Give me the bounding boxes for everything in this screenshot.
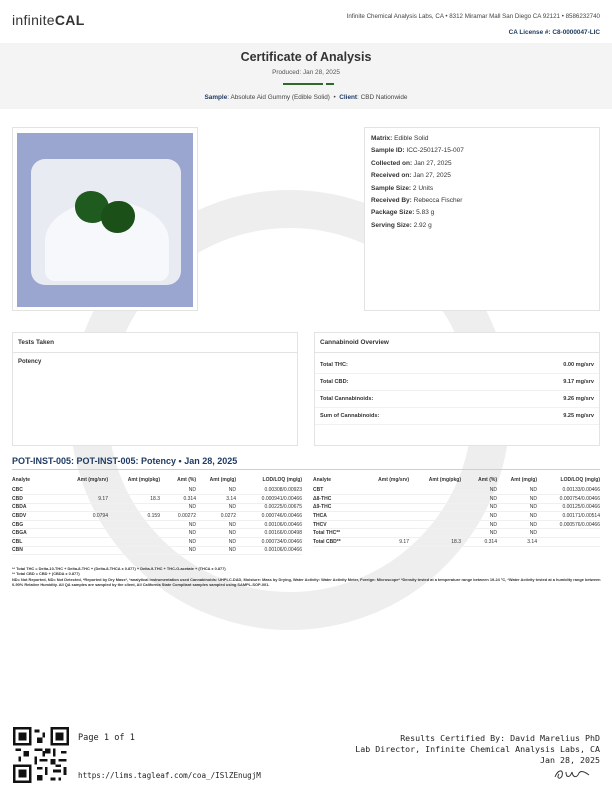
- table-cell: [56, 546, 108, 555]
- certified-by: Results Certified By: David Marelius PhD: [400, 733, 600, 743]
- table-row: [313, 520, 600, 529]
- table-row: [12, 529, 302, 538]
- table-cell: [108, 503, 160, 512]
- table-cell: ND: [461, 512, 497, 521]
- table-header-row: [313, 476, 600, 486]
- footnote: ** Total THC = Delta-10-THC + Delta-8-THC + (Delta-8-THCA x 0.877) + Delta-9-THC + THC-O-acetate + (THCA x 0.877): [12, 566, 226, 571]
- sample-info-panel: [364, 127, 600, 311]
- info-row: Received By: Rebecca Fischer: [371, 196, 463, 204]
- analyte-name: CBGA: [12, 529, 56, 538]
- table-cell: [357, 520, 409, 529]
- sample-value: : Absolute Aid Gummy (Edible Solid): [227, 94, 330, 101]
- column-header: Amt (mg/srv): [378, 476, 409, 483]
- analyte-name: Δ8-THC: [313, 495, 357, 504]
- table-cell: 0.314: [461, 538, 497, 547]
- table-row: [12, 546, 302, 555]
- table-cell: 9.17: [56, 495, 108, 504]
- certification-block: [355, 733, 600, 766]
- table-cell: 3.14: [196, 495, 236, 504]
- table-cell: 0.00166/0.00498: [236, 529, 302, 538]
- table-cell: ND: [196, 520, 236, 529]
- analyte-name: CBG: [12, 520, 56, 529]
- table-row: [313, 538, 600, 547]
- section-divider: [12, 469, 600, 470]
- potency-table-left: [12, 476, 302, 555]
- table-cell: [56, 520, 108, 529]
- table-cell: [357, 503, 409, 512]
- table-row: [313, 495, 600, 504]
- lab-logo: infiniteCAL: [12, 12, 85, 28]
- info-row: Matrix: Edible Solid: [371, 135, 429, 142]
- table-cell: [409, 486, 461, 495]
- table-cell: [409, 529, 461, 538]
- table-cell: 0.159: [108, 512, 160, 521]
- table-cell: 0.000754/0.00466: [537, 495, 600, 504]
- table-cell: ND: [160, 503, 196, 512]
- table-cell: [537, 529, 600, 538]
- table-cell: [357, 495, 409, 504]
- analyte-name: CBL: [12, 538, 56, 547]
- analyte-name: THCV: [313, 520, 357, 529]
- table-cell: ND: [160, 546, 196, 555]
- analyte-name: CBN: [12, 546, 56, 555]
- table-cell: 0.0794: [56, 512, 108, 521]
- footnotes: [12, 566, 602, 588]
- table-cell: ND: [196, 538, 236, 547]
- table-cell: 0.00225/0.00675: [236, 503, 302, 512]
- table-header-row: [12, 476, 302, 486]
- table-cell: 0.00106/0.00466: [236, 546, 302, 555]
- table-cell: [56, 529, 108, 538]
- analyte-name: CBT: [313, 486, 357, 495]
- table-cell: [56, 503, 108, 512]
- table-row: [12, 503, 302, 512]
- table-cell: 0.00308/0.00923: [236, 486, 302, 495]
- table-cell: [409, 495, 461, 504]
- page-title: Certificate of Analysis: [240, 50, 372, 64]
- footnote: ND= Not Reported, ND= Not Detected, *Reported by Dry Mass*, *analytical instrumentation used Cannabinoids: UHPLC-DAD, Moisture: Mass by Drying, Water Activity: Water Activity Meter, Foreign: Microscope* *Density tested at a temperature range between 19-24 °C, *Water Activity tested at a humidity range between 0-90% Relative Humidity. All QA samples are sampled by the client, All California State Compliant samples sampled using SAMPL-SOP-001.: [12, 576, 601, 588]
- table-cell: 18.3: [108, 495, 160, 504]
- column-header: Amt (mg/g): [510, 476, 537, 483]
- column-header: Amt (mg/srv): [77, 476, 108, 483]
- sample-photo: [17, 133, 193, 307]
- table-cell: [409, 503, 461, 512]
- table-row: [12, 486, 302, 495]
- table-cell: [409, 512, 461, 521]
- column-header: LOD/LOQ (mg/g): [262, 476, 302, 483]
- lab-address: Infinite Chemical Analysis Labs, CA • 8312 Miramar Mall San Diego CA 92121 • 8586232740: [346, 13, 600, 20]
- table-cell: 0.0272: [196, 512, 236, 521]
- table-cell: [108, 486, 160, 495]
- table-cell: [108, 546, 160, 555]
- potency-table-right: [313, 476, 600, 547]
- table-cell: ND: [196, 503, 236, 512]
- tests-taken-heading: Tests Taken: [13, 333, 297, 353]
- column-header: Analyte: [12, 476, 31, 483]
- table-cell: ND: [160, 486, 196, 495]
- analyte-name: Total CBD**: [313, 538, 357, 547]
- table-cell: ND: [461, 520, 497, 529]
- column-header: Amt (mg/pkg): [127, 476, 160, 483]
- potency-section-title: POT-INST-005: POT-INST-005: Potency • Jan 28, 2025: [12, 456, 238, 466]
- analyte-name: CBDA: [12, 503, 56, 512]
- info-row: Sample Size: 2 Units: [371, 184, 434, 192]
- table-cell: [357, 512, 409, 521]
- table-cell: [357, 486, 409, 495]
- table-cell: ND: [196, 486, 236, 495]
- table-cell: ND: [497, 512, 537, 521]
- table-cell: 0.00133/0.00466: [537, 486, 600, 495]
- table-cell: 0.00272: [160, 512, 196, 521]
- signature-image: [552, 766, 592, 782]
- column-header: Amt (mg/g): [209, 476, 236, 483]
- table-cell: [108, 538, 160, 547]
- sample-label: Sample: [204, 94, 228, 101]
- table-cell: [357, 529, 409, 538]
- table-cell: ND: [461, 503, 497, 512]
- table-cell: ND: [497, 495, 537, 504]
- table-row: [313, 512, 600, 521]
- overview-row: Total THC: 0.00 mg/srv: [315, 357, 599, 374]
- table-cell: [537, 538, 600, 547]
- table-row: [12, 520, 302, 529]
- table-cell: [108, 520, 160, 529]
- table-cell: ND: [497, 503, 537, 512]
- overview-row: Sum of Cannabinoids: 9.25 mg/srv: [315, 408, 599, 425]
- cannabinoid-overview-panel: [314, 332, 600, 446]
- table-cell: 0.314: [160, 495, 196, 504]
- table-cell: ND: [461, 495, 497, 504]
- table-cell: ND: [497, 520, 537, 529]
- client-label: Client: [339, 94, 358, 101]
- info-row: Serving Size: 2.92 g: [371, 221, 432, 229]
- accent-bar-small: [326, 83, 334, 85]
- table-cell: ND: [160, 520, 196, 529]
- sample-client-line: [0, 94, 612, 101]
- analyte-name: Δ9-THC: [313, 503, 357, 512]
- info-row: Package Size: 5.83 g: [371, 209, 435, 217]
- table-cell: 0.00171/0.00514: [537, 512, 600, 521]
- column-header: Amt (mg/pkg): [428, 476, 461, 483]
- table-cell: [108, 529, 160, 538]
- table-cell: 3.14: [497, 538, 537, 547]
- lab-director-line: Lab Director, Infinite Chemical Analysis Labs, CA: [355, 744, 600, 754]
- table-row: [313, 529, 600, 538]
- table-cell: 0.000746/0.00466: [236, 512, 302, 521]
- table-cell: 0.000941/0.00466: [236, 495, 302, 504]
- table-row: [12, 538, 302, 547]
- column-header: LOD/LOQ (mg/g): [560, 476, 600, 483]
- separator: •: [333, 94, 336, 101]
- coa-link[interactable]: https://lims.tagleaf.com/coa_/ISlZEnugjM: [78, 771, 261, 780]
- cannabinoid-overview-heading: Cannabinoid Overview: [315, 333, 599, 353]
- table-cell: ND: [497, 529, 537, 538]
- table-cell: ND: [461, 529, 497, 538]
- produced-date: Produced: Jan 28, 2025: [272, 69, 340, 76]
- table-cell: 18.3: [409, 538, 461, 547]
- table-cell: 0.00106/0.00466: [236, 520, 302, 529]
- test-item: Potency: [18, 359, 42, 365]
- info-row: Received on: Jan 27, 2025: [371, 172, 451, 180]
- table-cell: 0.000734/0.00466: [236, 538, 302, 547]
- overview-row: Total CBD: 9.17 mg/srv: [315, 374, 599, 391]
- table-row: [12, 495, 302, 504]
- page-number: Page 1 of 1: [78, 733, 135, 743]
- overview-row: Total Cannabinoids: 9.26 mg/srv: [315, 391, 599, 408]
- table-row: [12, 512, 302, 521]
- analyte-name: CBD: [12, 495, 56, 504]
- table-cell: [409, 520, 461, 529]
- table-cell: ND: [160, 538, 196, 547]
- info-row: Collected on: Jan 27, 2025: [371, 159, 452, 167]
- table-cell: ND: [160, 529, 196, 538]
- analyte-name: Total THC**: [313, 529, 357, 538]
- table-cell: 9.17: [357, 538, 409, 547]
- column-header: Amt (%): [177, 476, 196, 483]
- table-cell: ND: [497, 486, 537, 495]
- client-value: : CBD Nationwide: [357, 94, 408, 101]
- column-header: Analyte: [313, 476, 332, 483]
- certification-date: Jan 28, 2025: [540, 755, 600, 765]
- analyte-name: CBDV: [12, 512, 56, 521]
- license-number: CA License #: C8-0000047-LIC: [508, 29, 600, 36]
- footnote: ** Total CBD = CBD + (CBDA x 0.877): [12, 571, 80, 577]
- table-cell: 0.00125/0.00466: [537, 503, 600, 512]
- table-cell: [56, 486, 108, 495]
- qr-code[interactable]: [13, 727, 69, 783]
- info-row: Sample ID: ICC-250127-15-007: [371, 147, 464, 155]
- column-header: Amt (%): [478, 476, 497, 483]
- tests-taken-panel: [12, 332, 298, 446]
- table-cell: ND: [196, 529, 236, 538]
- analyte-name: CBC: [12, 486, 56, 495]
- analyte-name: THCA: [313, 512, 357, 521]
- accent-bar: [283, 83, 323, 85]
- table-cell: [56, 538, 108, 547]
- table-row: [313, 486, 600, 495]
- table-cell: 0.000576/0.00466: [537, 520, 600, 529]
- table-row: [313, 503, 600, 512]
- table-cell: ND: [196, 546, 236, 555]
- table-cell: ND: [461, 486, 497, 495]
